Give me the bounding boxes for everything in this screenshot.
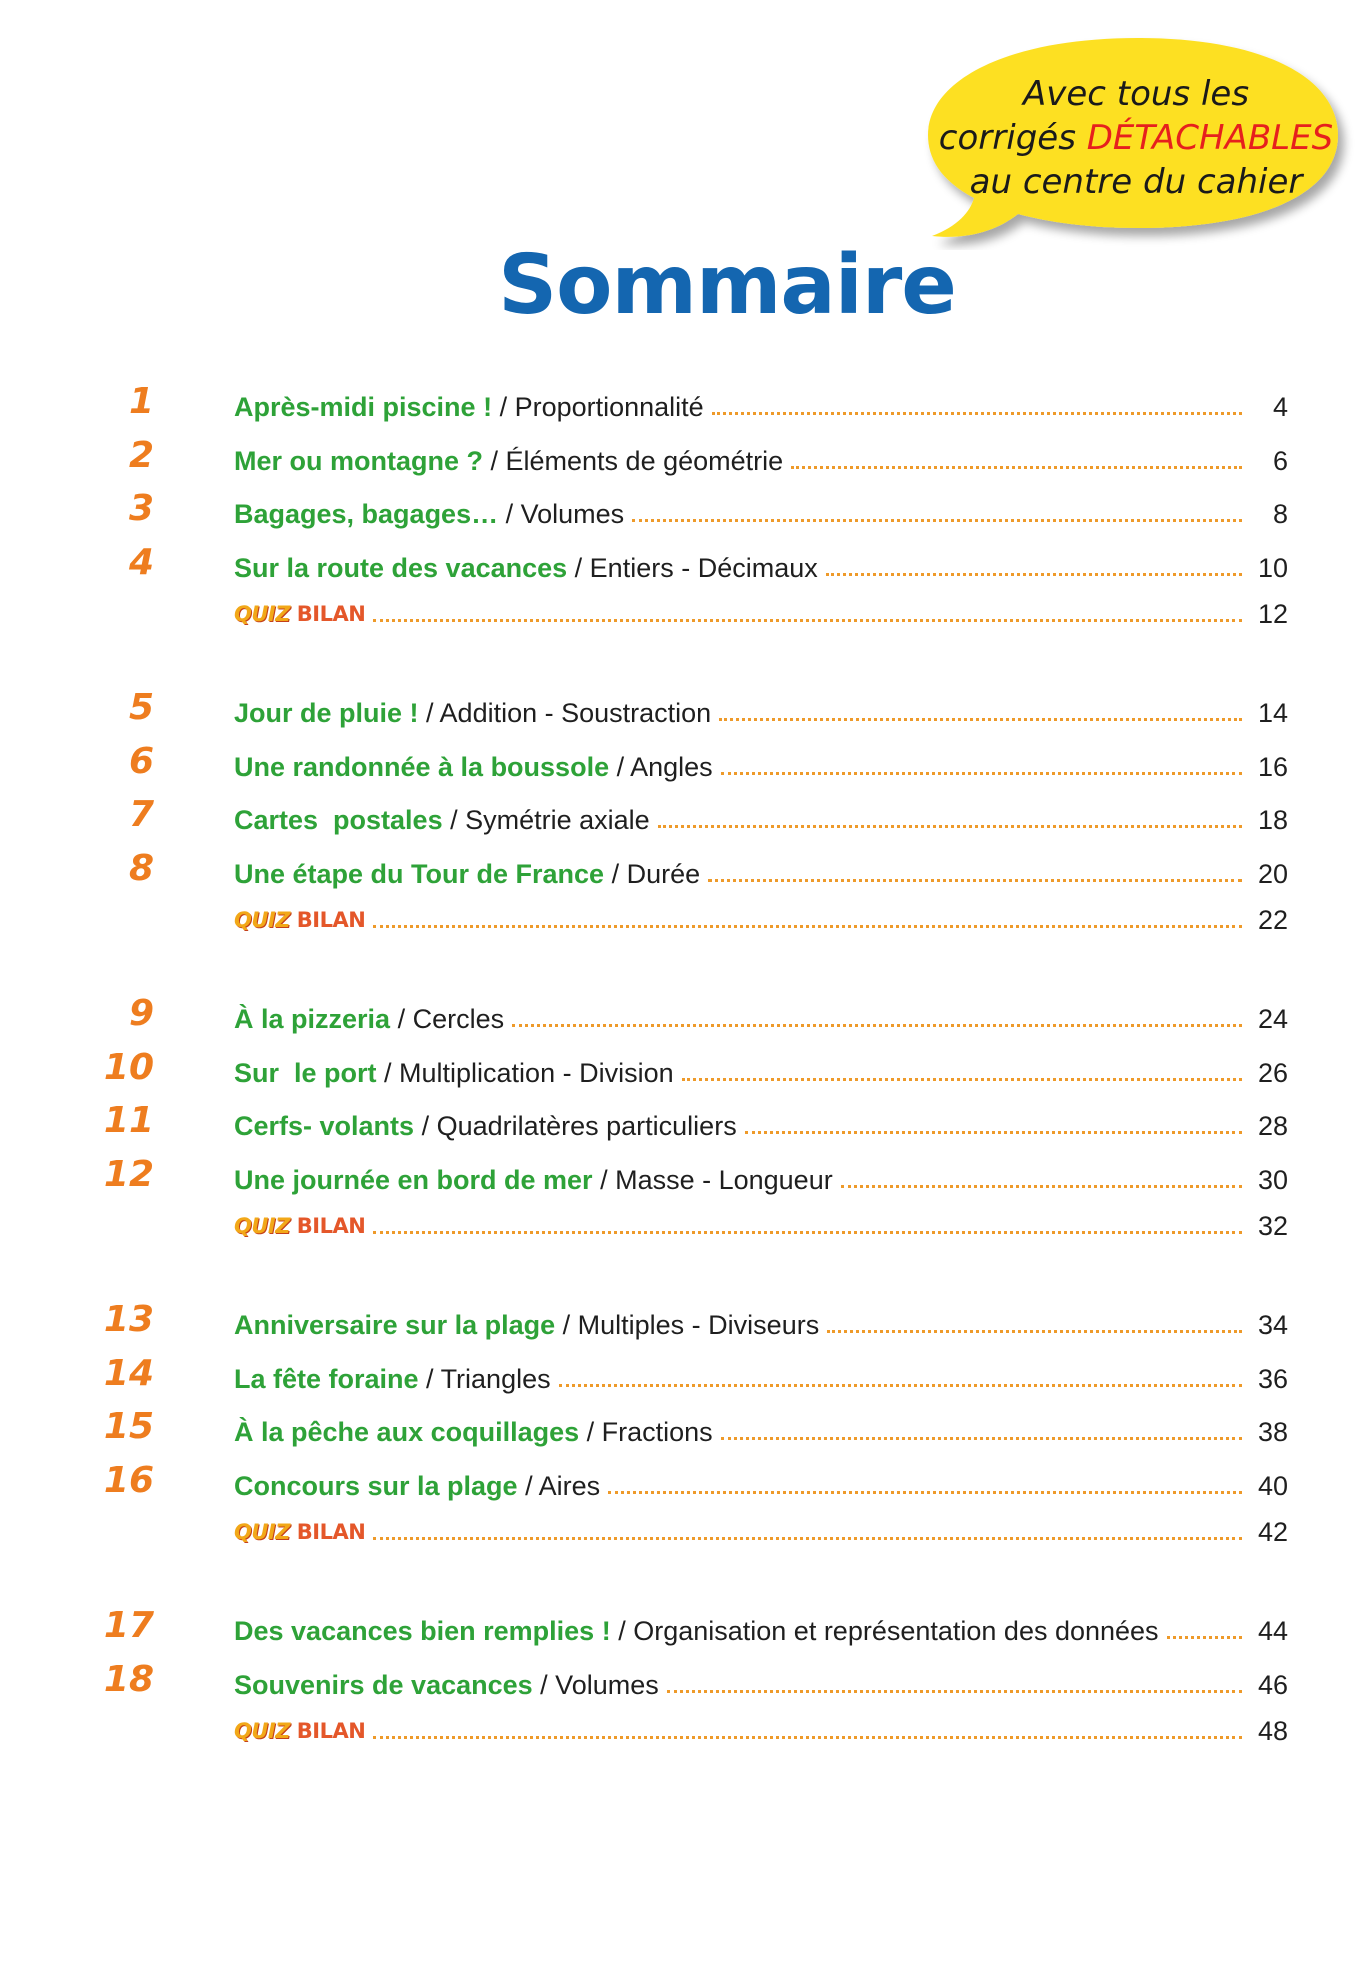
chapter-topic: / Volumes [498, 499, 625, 529]
toc-row[interactable] [128, 434, 1288, 478]
chapter-title: Après-midi piscine ! [234, 392, 493, 422]
page-number: 6 [1272, 445, 1288, 476]
chapter-topic: / Multiplication - Division [376, 1057, 674, 1088]
page-number: 14 [1257, 698, 1288, 728]
dotted-leader [658, 824, 1242, 828]
toc-entry [234, 1056, 1288, 1090]
page-number: 48 [1257, 1715, 1288, 1746]
chapter-number: 18 [103, 1658, 154, 1700]
quiz-bilan-label [234, 1209, 365, 1243]
dotted-leader [632, 518, 1242, 522]
toc-row[interactable] [128, 847, 1288, 891]
dotted-leader [373, 618, 1242, 622]
toc-entry [234, 1109, 1288, 1143]
toc-row[interactable] [128, 488, 1288, 531]
chapter-title: Jour de pluie ! [234, 698, 419, 728]
chapter-title: Une randonnée à la boussole [234, 751, 610, 782]
dotted-leader [841, 1184, 1242, 1188]
chapter-topic: / Triangles [418, 1363, 551, 1394]
quiz-bilan-row[interactable] [168, 1708, 1288, 1748]
toc-row[interactable] [103, 1046, 1288, 1090]
page-number: 40 [1257, 1470, 1288, 1501]
chapter-title: Des vacances bien remplies ! [234, 1616, 611, 1646]
toc-row[interactable] [103, 1352, 1288, 1396]
toc-entry [234, 1362, 1288, 1396]
bilan-word: BILAN [296, 1718, 366, 1743]
toc-entry [234, 803, 1288, 837]
toc-entry [234, 390, 1288, 424]
quiz-bilan-row[interactable] [168, 1509, 1288, 1549]
quiz-bilan-row[interactable] [168, 897, 1288, 937]
chapter-title: Sur le port [234, 1057, 377, 1088]
quiz-bilan-row[interactable] [168, 591, 1288, 631]
chapter-topic: / Entiers - Décimaux [567, 552, 818, 583]
dotted-leader [791, 465, 1242, 469]
bubble-line-1: Avec tous les [1022, 74, 1250, 114]
quiz-bilan-label [234, 1515, 365, 1549]
toc-row[interactable] [103, 1459, 1288, 1503]
quiz-bilan-row[interactable] [168, 1203, 1288, 1243]
page-number: 16 [1257, 751, 1288, 782]
toc-row[interactable] [103, 1658, 1288, 1702]
toc-entry [234, 444, 1288, 478]
toc-entry [234, 1614, 1288, 1648]
chapter-number: 1 [128, 381, 154, 422]
chapter-topic: / Durée [604, 858, 701, 889]
dotted-leader [608, 1490, 1242, 1494]
toc-entry [234, 750, 1288, 784]
quiz-word: QUIZ [234, 907, 290, 932]
dotted-leader [682, 1077, 1242, 1081]
dotted-leader [373, 1536, 1242, 1540]
chapter-number: 10 [103, 1046, 154, 1088]
quiz-word: QUIZ [234, 601, 290, 626]
dotted-leader [373, 1735, 1242, 1739]
page-number: 36 [1257, 1363, 1288, 1394]
page-number: 12 [1257, 598, 1288, 629]
page-number: 34 [1257, 1310, 1288, 1340]
dotted-leader [826, 572, 1242, 576]
chapter-title: Concours sur la plage [234, 1470, 518, 1501]
page-number: 30 [1257, 1164, 1288, 1195]
chapter-number: 11 [103, 1100, 154, 1141]
chapter-title: La fête foraine [234, 1363, 419, 1394]
quiz-word: QUIZ [234, 1213, 290, 1238]
page-number: 42 [1257, 1516, 1288, 1547]
dotted-leader [373, 1230, 1242, 1234]
toc-entry [234, 497, 1288, 531]
chapter-title: Mer ou montagne ? [234, 445, 483, 476]
chapter-title: Anniversaire sur la plage [234, 1310, 556, 1340]
dotted-leader [745, 1130, 1242, 1134]
chapter-topic: / Fractions [579, 1417, 713, 1447]
page-number: 20 [1257, 858, 1288, 889]
page-number: 10 [1257, 552, 1288, 583]
chapter-number: 17 [103, 1605, 154, 1646]
dotted-leader [721, 1436, 1242, 1440]
bilan-word: BILAN [296, 907, 366, 932]
toc-entry [234, 1668, 1288, 1702]
page-number: 22 [1257, 904, 1288, 935]
dotted-leader [719, 717, 1242, 721]
chapter-topic: / Volumes [532, 1669, 659, 1700]
chapter-topic: / Addition - Soustraction [418, 698, 712, 728]
toc-entry [234, 696, 1288, 730]
chapter-number: 7 [128, 794, 154, 835]
dotted-leader [512, 1023, 1242, 1027]
toc-row[interactable] [103, 1153, 1288, 1197]
bilan-word: BILAN [296, 601, 366, 626]
toc-entry [234, 1469, 1288, 1503]
toc-row[interactable] [128, 740, 1288, 784]
chapter-number: 12 [103, 1153, 154, 1195]
page-number: 28 [1257, 1111, 1288, 1141]
dotted-leader [1167, 1635, 1242, 1639]
dotted-leader [559, 1383, 1242, 1387]
toc-entry [234, 1163, 1288, 1197]
chapter-title: À la pêche aux coquillages [234, 1417, 580, 1447]
chapter-title: Une étape du Tour de France [234, 858, 605, 889]
chapter-number: 13 [103, 1299, 154, 1340]
toc-entry [234, 1002, 1288, 1036]
quiz-bilan-label [234, 597, 365, 631]
chapter-topic: / Symétrie axiale [442, 805, 650, 835]
bilan-word: BILAN [296, 1213, 366, 1238]
chapter-number: 9 [128, 993, 154, 1034]
dotted-leader [667, 1689, 1242, 1693]
chapter-number: 6 [128, 740, 154, 782]
chapter-number: 5 [128, 687, 154, 728]
toc-row[interactable] [103, 1406, 1288, 1449]
dotted-leader [827, 1329, 1242, 1333]
page-number: 18 [1257, 805, 1288, 835]
page-title: Sommaire [498, 238, 956, 333]
chapter-number: 2 [128, 434, 154, 476]
chapter-title: Cerfs- volants [234, 1111, 415, 1141]
toc-row[interactable] [103, 1299, 1288, 1342]
toc-entry [234, 1308, 1288, 1342]
chapter-title: Sur la route des vacances [234, 552, 568, 583]
toc-row[interactable] [128, 687, 1288, 730]
toc-row[interactable] [128, 381, 1288, 424]
chapter-topic: / Cercles [390, 1004, 505, 1034]
quiz-bilan-label [234, 1714, 365, 1748]
chapter-number: 4 [128, 541, 154, 583]
bilan-word: BILAN [296, 1519, 366, 1544]
page-number: 4 [1272, 392, 1288, 422]
bubble-accent-word: DÉTACHABLES [1086, 118, 1334, 158]
quiz-entry [234, 1515, 1288, 1549]
chapter-title: Bagages, bagages… [234, 499, 499, 529]
chapter-topic: / Proportionnalité [492, 392, 704, 422]
chapter-topic: / Masse - Longueur [592, 1164, 833, 1195]
chapter-topic: / Angles [609, 751, 713, 782]
dotted-leader [712, 411, 1242, 415]
chapter-topic: / Aires [517, 1470, 601, 1501]
chapter-title: À la pizzeria [234, 1004, 391, 1034]
chapter-number: 15 [103, 1406, 154, 1447]
page-number: 26 [1257, 1057, 1288, 1088]
toc-row[interactable] [128, 794, 1288, 837]
dotted-leader [708, 878, 1242, 882]
bubble-line-2-pre: corrigés [938, 118, 1087, 158]
chapter-topic: / Quadrilatères particuliers [414, 1111, 737, 1141]
quiz-entry [234, 903, 1288, 937]
chapter-topic: / Multiples - Diviseurs [555, 1310, 820, 1340]
quiz-entry [234, 1714, 1288, 1748]
quiz-bilan-label [234, 903, 365, 937]
chapter-number: 8 [128, 847, 154, 889]
bubble-line-3: au centre du cahier [969, 162, 1303, 202]
chapter-title: Souvenirs de vacances [234, 1669, 533, 1700]
page-number: 24 [1257, 1004, 1288, 1034]
toc-row[interactable] [128, 541, 1288, 585]
quiz-word: QUIZ [234, 1718, 290, 1743]
chapter-title: Cartes postales [234, 805, 443, 835]
chapter-number: 14 [103, 1352, 154, 1394]
quiz-word: QUIZ [234, 1519, 290, 1544]
toc-entry [234, 857, 1288, 891]
quiz-entry [234, 1209, 1288, 1243]
chapter-number: 16 [103, 1459, 154, 1501]
chapter-number: 3 [128, 488, 154, 529]
page-number: 44 [1257, 1616, 1288, 1646]
chapter-title: Une journée en bord de mer [234, 1164, 593, 1195]
page-number: 38 [1257, 1417, 1288, 1447]
toc-entry [234, 1415, 1288, 1449]
toc-entry [234, 551, 1288, 585]
toc-row[interactable] [128, 993, 1288, 1036]
toc-row[interactable] [103, 1100, 1288, 1143]
chapter-topic: / Éléments de géométrie [483, 445, 784, 476]
dotted-leader [373, 924, 1242, 928]
quiz-entry [234, 597, 1288, 631]
toc-row[interactable] [103, 1605, 1288, 1648]
chapter-topic: / Organisation et représentation des données [610, 1616, 1159, 1646]
page-number: 46 [1257, 1669, 1288, 1700]
dotted-leader [721, 771, 1242, 775]
page-number: 8 [1272, 499, 1288, 529]
page-number: 32 [1257, 1210, 1288, 1241]
